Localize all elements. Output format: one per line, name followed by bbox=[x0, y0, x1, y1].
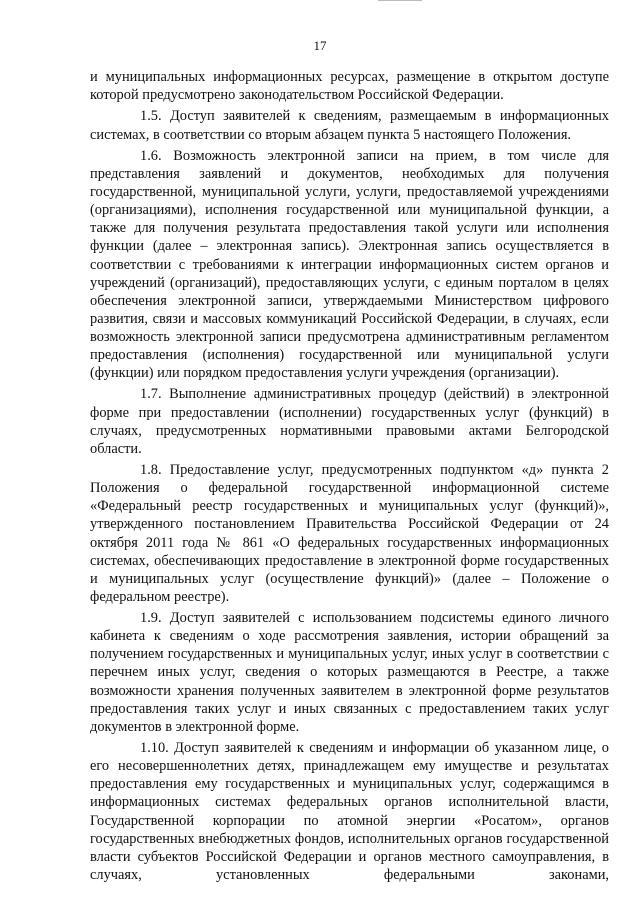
paragraph-1-7: 1.7. Выполнение административных процедур (действий) в электронной форме при предоставлении (исполнении) государственных услуг (функций) в случаях, предусмотренных нормативными правовыми актами Белгородской области. bbox=[90, 386, 609, 457]
document-body bbox=[90, 68, 609, 887]
paragraph-continuation: и муниципальных информационных ресурсах, размещение в открытом доступе которой предусмотрено законодательством Российской Федерации. bbox=[90, 69, 609, 104]
page-number: 17 bbox=[313, 38, 327, 53]
paragraph-1-10: 1.10. Доступ заявителей к сведениям и информации об указанном лице, о его несовершеннолетних детях, принадлежащем ему имуществе и результатах предоставления ему государственных и муниципальных услуг, содержащимся в информационных системах федеральных органов исполнительной власти, Государственной корпорации по атомной энергии «Росатом», органов государственных внебюджетных фондов, исполнительных органов государственной власти субъектов Российской Федерации и органов местного самоуправления, в случаях, установленных федеральными законами, bbox=[90, 740, 609, 883]
paragraph-1-6: 1.6. Возможность электронной записи на прием, в том числе для представления заявлений и документов, необходимых для получения государственной, муниципальной услуги, услуги, предоставляемой учреждениями (организациями), исполнения государственной или муниципальной функции, а также для получения результата предоставления такой услуги или исполнения функции (далее – электронная запись). Электронная запись осуществляется в соответствии с требованиями к интеграции информационных систем органов и учреждений (организаций), предоставляющих услуги, с единым порталом в целях обеспечения электронной записи, утверждаемыми Министерством цифрового развития, связи и массовых коммуникаций Российской Федерации, в случаях, если возможность электронной записи предусмотрена административным регламентом предоставления (исполнения) государственной или муниципальной услуги (функции) или порядком предоставления услуги учреждения (организации). bbox=[90, 147, 609, 382]
paragraph-1-9: 1.9. Доступ заявителей с использованием подсистемы единого личного кабинета к сведениям о ходе рассмотрения заявления, истории обращений за получением государственных и муниципальных услуг, иных услуг в соответствии с перечнем иных услуг, сведения о которых размещаются в Реестре, а также возможности хранения полученных заявителем в электронной форме результатов предоставления таких услуг и иных связанных с предоставлением таких услуг документов в электронной форме. bbox=[90, 610, 609, 735]
scan-top-mark bbox=[378, 0, 422, 1]
paragraph-1-8: 1.8. Предоставление услуг, предусмотренных подпунктом «д» пункта 2 Положения о федеральной государственной информационной системе «Федеральный реестр государственных и муниципальных услуг (функций)», утвержденного постановлением Правительства Российской Федерации от 24 октября 2011 года № 861 «О федеральных государственных информационных системах, обеспечивающих предоставление в электронной форме государственных и муниципальных услуг (осуществление функций)» (далее – Положение о федеральном реестре). bbox=[90, 462, 609, 605]
paragraph-1-5: 1.5. Доступ заявителей к сведениям, размещаемым в информационных системах, в соответствии со вторым абзацем пункта 5 настоящего Положения. bbox=[90, 108, 609, 143]
